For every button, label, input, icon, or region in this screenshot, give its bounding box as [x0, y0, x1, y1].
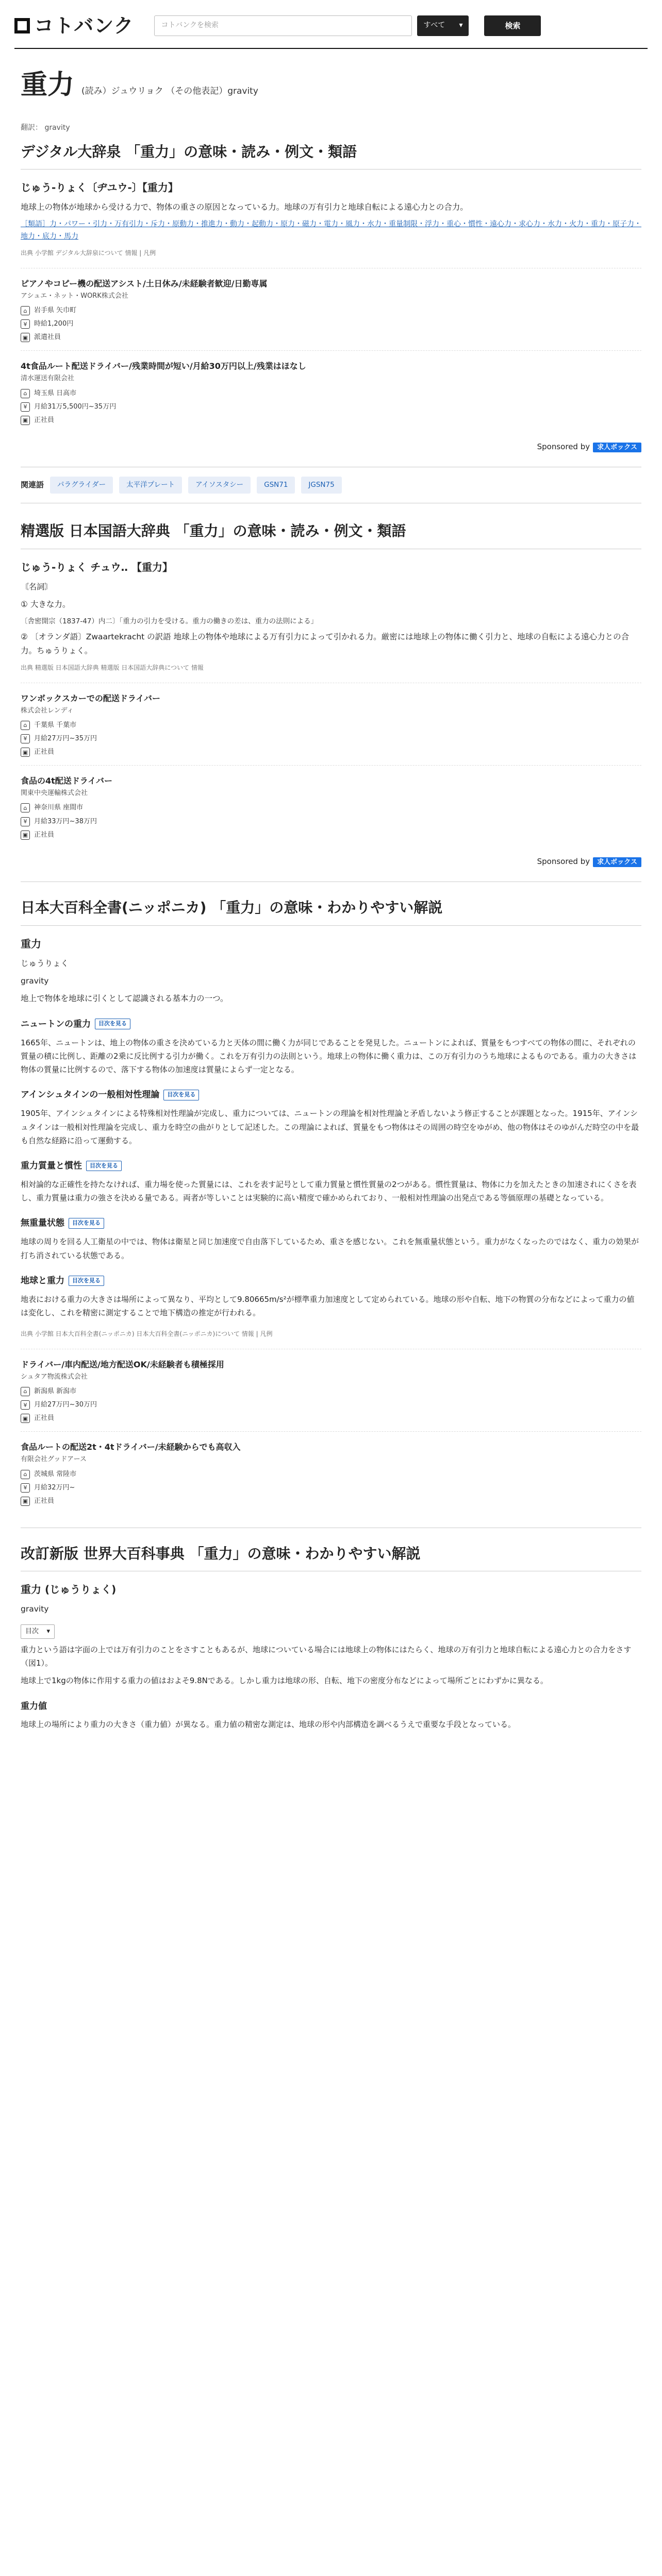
job-pay-text: 月給33万円~38万円: [34, 817, 97, 825]
sponsor-text: Sponsored by: [537, 442, 590, 451]
job-title[interactable]: 食品ルートの配送2t・4tドライバー/未経験からでも高収入: [21, 1442, 241, 1452]
related-chip[interactable]: JGSN75: [301, 477, 341, 494]
job-card[interactable]: [21, 350, 641, 433]
briefcase-icon: ▣: [21, 416, 30, 425]
job-location: [21, 305, 641, 316]
return-to-toc-button[interactable]: 目次を見る: [95, 1019, 130, 1029]
nikkoku-meaning-2: ② 〔オランダ語〕Zwaartekracht の訳語 地球上の物体や地球による万有引力によって引かれる力。厳密には地球上の物体に働く引力と、地球の自転による遠心力との合力。ちゅうりょく。: [21, 632, 630, 655]
job-type: [21, 829, 641, 841]
sponsor-label: [21, 440, 641, 454]
related-words: [21, 467, 641, 503]
nipponica-section: [21, 1216, 641, 1262]
heibonsha-subsection-title: 重力値: [21, 1701, 47, 1711]
section-body: 相対論的な正確性を持たなければ、重力場を使った質量には、これを表す記号として重力質量と慣性質量の2つがある。慣性質量は、物体に力を加えたときの加速されにくさを表し、重力質量は重力の強さを決める量である。両者が等しいことは実験的に高い精度で確かめられており、一般相対性理論の出発点である等価原理の基礎となっている。: [21, 1179, 637, 1203]
nipponica-section: [21, 1088, 641, 1147]
nikkoku-heading: 精選版 日本国語大辞典 「重力」の意味・読み・例文・類語: [21, 519, 641, 549]
nipponica-section: [21, 1017, 641, 1077]
job-company: 関東中央運輸株式会社: [21, 789, 88, 798]
chevron-down-icon: ▾: [459, 21, 463, 30]
nikkoku-meaning-label: 〘名詞〙: [21, 582, 53, 591]
job-title[interactable]: ピアノやコピー機の配送アシスト/土日休み/未経験者歓迎/日勤専属: [21, 278, 268, 289]
digital-daijisen-heading: デジタル大辞泉 「重力」の意味・読み・例文・類語: [21, 140, 641, 170]
section-title-text: アインシュタインの一般相対性理論: [21, 1090, 160, 1100]
sponsor-brand[interactable]: 求人ボックス: [593, 443, 641, 452]
nipponica-english: gravity: [21, 976, 49, 986]
job-type-text: 正社員: [34, 748, 55, 756]
job-company: アシュエ・ネット・WORK株式会社: [21, 292, 128, 300]
job-location-text: 神奈川県 座間市: [34, 804, 84, 812]
job-title[interactable]: 4t食品ルート配送ドライバー/残業時間が短い/月給30万円以上/残業はほなし: [21, 361, 306, 371]
section-title-text: ニュートンの重力: [21, 1019, 91, 1029]
job-pay: [21, 318, 641, 330]
job-company: 有限会社グッドアース: [21, 1455, 87, 1464]
job-location: [21, 802, 641, 814]
return-to-toc-button[interactable]: 目次を見る: [69, 1218, 104, 1229]
location-icon: ⌂: [21, 1470, 30, 1479]
job-pay-text: 月給32万円~: [34, 1483, 75, 1492]
job-pay-text: 月給27万円~35万円: [34, 734, 97, 742]
section-title: [21, 1017, 641, 1032]
section-title-text: 地球と重力: [21, 1275, 64, 1286]
job-location-text: 千葉県 千葉市: [34, 721, 77, 729]
yen-icon: ¥: [21, 1483, 30, 1493]
job-company: 株式会社レンディ: [21, 706, 74, 715]
nikkoku-source: 出典 精選版 日本国語大辞典 精選版 日本国語大辞典について 情報: [21, 664, 204, 672]
briefcase-icon: ▣: [21, 1414, 30, 1423]
search-scope-select[interactable]: [417, 15, 469, 36]
related-chip[interactable]: アイソスタシー: [188, 477, 251, 494]
logo-text: コトバンク: [34, 14, 134, 37]
job-type-text: 派遣社員: [34, 333, 61, 342]
job-location: [21, 388, 641, 399]
yen-icon: ¥: [21, 319, 30, 329]
section-body: 地表における重力の大きさは場所によって異なり、平均として9.80665m/s²が標準重力加速度として定められている。地球の形や自転、地下の物質の分布などによって重力の値は変化し、これを精密に測定することで地下構造の推定が行われる。: [21, 1294, 635, 1318]
return-to-toc-button[interactable]: 目次を見る: [86, 1161, 122, 1172]
section-body: 1665年、ニュートンは、地上の物体の重さを決めている力と天体の間に働く力が同じであることを発見した。ニュートンによれば、質量をもつすべての物体の間に、それぞれの質量の積に比例し、距離の2乗に反比例する引力が働く。これを万有引力の法則という。地球上の物体に働く重力は、この万有引力のうち地球によるものである。重力の大きさは物体の質量に比例するので、落下する物体の加速度は質量によらず一定となる。: [21, 1038, 637, 1075]
site-logo[interactable]: [14, 9, 134, 43]
logo-mark-icon: [14, 18, 30, 33]
section-title-text: 重力質量と慣性: [21, 1161, 82, 1172]
location-icon: ⌂: [21, 306, 30, 315]
nipponica-section: [21, 1159, 641, 1205]
page-title-row: [0, 49, 662, 113]
job-location-text: 茨城県 常陸市: [34, 1470, 77, 1478]
job-list-3: [21, 1349, 641, 1514]
page-reading: (読み）ジュウリョク （その他表記）gravity: [81, 86, 258, 96]
digital-entry-title: じゅう‐りょく〔ヂユウ‐〕【重力】: [21, 181, 178, 194]
job-location: [21, 1469, 641, 1480]
nikkoku-entry-title: じゅう‐りょく チュウ‥ 【重力】: [21, 561, 173, 573]
nikkoku-meaning-1: ① 大きな力。: [21, 600, 71, 609]
return-to-toc-button[interactable]: 目次を見る: [69, 1276, 104, 1286]
job-list-1: [21, 268, 641, 433]
nipponica-source: 出典 小学館 日本大百科全書(ニッポニカ) 日本大百科全書(ニッポニカ)について 情報 | 凡例: [21, 1330, 273, 1338]
job-card[interactable]: [21, 268, 641, 351]
section-title: [21, 1216, 641, 1231]
section-title: [21, 1088, 641, 1103]
yen-icon: ¥: [21, 402, 30, 412]
sponsor-text: Sponsored by: [537, 856, 590, 866]
yen-icon: ¥: [21, 817, 30, 826]
job-type: [21, 1413, 641, 1424]
job-type-text: 正社員: [34, 1497, 55, 1505]
job-pay: [21, 401, 641, 413]
job-company: 清水運送有限会社: [21, 375, 75, 383]
job-type-text: 正社員: [34, 1414, 55, 1422]
location-icon: ⌂: [21, 803, 30, 812]
job-pay-text: 時給1,200円: [34, 320, 74, 328]
nipponica-section: [21, 1274, 641, 1319]
related-chip[interactable]: GSN71: [257, 477, 295, 494]
heibonsha-body-3: 地球上の場所により重力の大きさ（重力値）が異なる。重力値の精密な測定は、地球の形や内部構造を調べるうえで重要な手段となっている。: [21, 1720, 516, 1730]
job-type: [21, 1496, 641, 1507]
briefcase-icon: ▣: [21, 333, 30, 342]
main-content: [0, 122, 662, 1732]
job-type: [21, 747, 641, 758]
job-location-text: 埼玉県 日高市: [34, 389, 77, 397]
heibonsha-english: gravity: [21, 1604, 49, 1614]
location-icon: ⌂: [21, 389, 30, 398]
site-header: [0, 0, 662, 48]
job-pay-text: 月給27万円~30万円: [34, 1401, 97, 1409]
digital-synonyms[interactable]: ［類語］力・パワー・引力・万有引力・斥力・原動力・推進力・動力・起動力・原力・磁力・電力・風力・水力・重量制限・浮力・重心・慣性・遠心力・求心力・水力・火力・重力・原子力・地力・底力・馬力: [21, 219, 641, 241]
section-title-text: 無重量状態: [21, 1218, 64, 1229]
nipponica-intro: 地上で物体を地球に引くとして認識される基本力の一つ。: [21, 994, 228, 1004]
return-to-toc-button[interactable]: 目次を見る: [163, 1090, 199, 1100]
job-location: [21, 1386, 641, 1397]
heibonsha-body-2: 地球上で1kgの物体に作用する重力の値はおよそ9.8Nである。しかし重力は地球の形、自転、地下の密度分布などによって場所ごとにわずかに異なる。: [21, 1676, 548, 1686]
digital-source: 出典 小学館 デジタル大辞泉について 情報 | 凡例: [21, 249, 156, 257]
job-title[interactable]: 食品の4t配送ドライバー: [21, 776, 112, 786]
translation-link[interactable]: 翻訳： gravity: [21, 123, 70, 132]
related-chip[interactable]: 太平洋プレート: [119, 477, 182, 494]
job-company: シュタア物流株式会社: [21, 1372, 88, 1381]
search-button[interactable]: 検索: [484, 15, 541, 36]
heibonsha-entry: 重力 (じゅうりょく): [21, 1583, 117, 1596]
job-list-2: [21, 683, 641, 848]
job-location-text: 新潟県 新潟市: [34, 1387, 77, 1395]
section-body: 1905年、アインシュタインによる特殊相対性理論が完成し、重力については、ニュートンの理論を相対性理論と矛盾しないよう修正することが課題となった。1915年、アインシュタインは一般相対性理論を完成し、重力を時空の曲がりとして記述した。この理論によれば、質量をもつ物体はその周囲の時空をゆがめ、他の物体はそのゆがんだ時空の中を最も自然な経路に沿って運動する。: [21, 1109, 639, 1145]
briefcase-icon: ▣: [21, 748, 30, 757]
nipponica-heading: 日本大百科全書(ニッポニカ) 「重力」の意味・わかりやすい解説: [21, 895, 641, 926]
job-location-text: 岩手県 矢巾町: [34, 306, 77, 314]
related-chip[interactable]: パラグライダー: [50, 477, 113, 494]
job-type-text: 正社員: [34, 831, 55, 839]
job-type: [21, 332, 641, 343]
job-pay: [21, 1482, 641, 1494]
job-card[interactable]: [21, 765, 641, 848]
search-input[interactable]: コトバンクを検索: [154, 15, 412, 36]
page-title: 重力: [21, 69, 75, 100]
section-body: 地球の周りを回る人工衛星の中では、物体は衛星と同じ加速度で自由落下しているため、重さを感じない。これを無重量状態という。重力がなくなったのではなく、重力の効果が打ち消されている状態である。: [21, 1237, 639, 1260]
yen-icon: ¥: [21, 1400, 30, 1410]
job-card[interactable]: [21, 1349, 641, 1432]
sponsor-brand[interactable]: 求人ボックス: [593, 857, 641, 867]
heibonsha-body-1: 重力という語は字面の上では万有引力のことをさすこともあるが、地球についている場合には地球上の物体にはたらく、地球の万有引力と地球自転による遠心力との合力をさす（図1）。: [21, 1645, 632, 1668]
job-card[interactable]: [21, 1431, 641, 1514]
scope-value: すべて: [423, 21, 445, 30]
heibonsha-heading: 改訂新版 世界大百科事典 「重力」の意味・わかりやすい解説: [21, 1541, 641, 1572]
nikkoku-example: 〔舎密開宗（1837‐47）内二〕「重力の引力を受ける。重力の働きの差は、重力の法則による」: [21, 617, 318, 625]
digital-body: 地球上の物体が地球から受ける力で、物体の重さの原因となっている力。地球の万有引力と地球自転による遠心力との合力。: [21, 202, 468, 212]
job-pay-text: 月給31万5,500円~35万円: [34, 402, 117, 411]
yen-icon: ¥: [21, 734, 30, 743]
job-pay: [21, 1399, 641, 1411]
job-card[interactable]: [21, 683, 641, 766]
section-title: [21, 1274, 641, 1289]
related-label: 関連語: [21, 480, 44, 490]
job-pay: [21, 816, 641, 827]
job-type-text: 正社員: [34, 416, 55, 424]
job-type: [21, 415, 641, 426]
briefcase-icon: ▣: [21, 1497, 30, 1506]
sponsor-label: [21, 855, 641, 869]
location-icon: ⌂: [21, 721, 30, 730]
job-title[interactable]: ドライバー/車内配送/地方配送OK/未経験者も積極採用: [21, 1359, 224, 1369]
job-pay: [21, 733, 641, 744]
nipponica-reading: じゅうりょく: [21, 958, 69, 968]
location-icon: ⌂: [21, 1387, 30, 1396]
toc-select[interactable]: 目次 ▾: [21, 1624, 55, 1639]
section-title: [21, 1159, 641, 1174]
briefcase-icon: ▣: [21, 831, 30, 840]
job-title[interactable]: ワンボックスカーでの配送ドライバー: [21, 693, 161, 703]
nipponica-entry: 重力: [21, 937, 41, 950]
job-location: [21, 720, 641, 731]
